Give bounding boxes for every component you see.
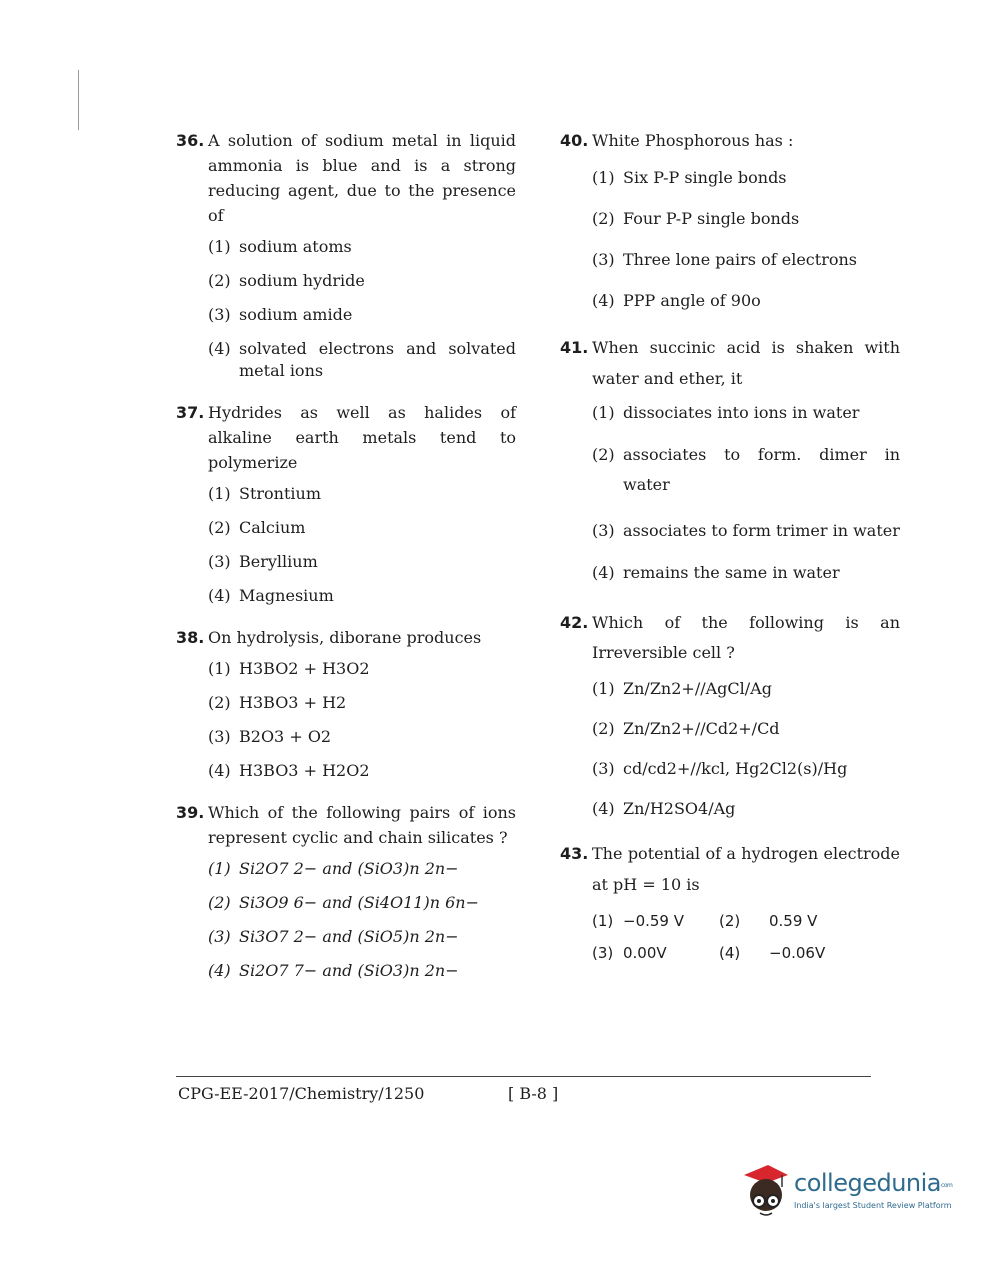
- option-text: sodium amide: [239, 305, 353, 324]
- question-number: 36.: [176, 131, 205, 150]
- options-row: [592, 944, 900, 962]
- option: [208, 960, 516, 982]
- page-number: [ B-8 ]: [508, 1084, 559, 1103]
- option: [208, 551, 516, 573]
- option-text: B2O3 + O2: [239, 727, 332, 746]
- options-list: [592, 402, 900, 584]
- option: [208, 926, 516, 948]
- question-39: [176, 800, 516, 982]
- option-number: (2): [592, 719, 615, 738]
- question-number: 43.: [560, 844, 589, 863]
- option-number: (4): [208, 586, 231, 605]
- option-number: (4): [719, 944, 741, 962]
- option-number: (3): [208, 727, 231, 746]
- option-number: (3): [592, 944, 614, 962]
- option-number: (1): [208, 484, 231, 503]
- option-number: (1): [208, 659, 231, 678]
- option-number: (1): [592, 168, 615, 187]
- option-text: Magnesium: [239, 586, 334, 605]
- option: [592, 249, 900, 271]
- option-number: (1): [208, 237, 231, 256]
- option-number: (4): [208, 961, 231, 980]
- option-number: (1): [592, 912, 614, 930]
- option-text: Three lone pairs of electrons: [623, 250, 857, 269]
- option: [592, 167, 900, 189]
- logo-wordmark: [794, 1170, 952, 1199]
- option-text: −0.59 V: [623, 912, 684, 930]
- option-text: sodium hydride: [239, 271, 365, 290]
- option-number: (3): [592, 759, 615, 778]
- option: [592, 678, 900, 700]
- option-text: Zn/Zn2+//AgCl/Ag: [623, 679, 772, 698]
- question-stem: On hydrolysis, diborane produces: [208, 628, 482, 647]
- option: [592, 290, 900, 312]
- question-number: 40.: [560, 131, 589, 150]
- option-number: (2): [208, 518, 231, 537]
- footer-rule: [176, 1076, 871, 1077]
- collegedunia-logo: [738, 1160, 963, 1220]
- option-text: sodium atoms: [239, 237, 352, 256]
- option: [592, 440, 900, 500]
- option-number: (4): [592, 291, 615, 310]
- option-text: Beryllium: [239, 552, 318, 571]
- question-stem: A solution of sodium metal in liquid ammonia is blue and is a strong reducing agent, due to the presence of: [208, 131, 516, 225]
- right-column: [560, 128, 900, 980]
- question-37: [176, 400, 516, 607]
- option-text: Zn/Zn2+//Cd2+/Cd: [623, 719, 780, 738]
- option-text: Si3O9 6− and (Si4O11)n 6n−: [239, 893, 479, 912]
- option-text: −0.06V: [769, 944, 826, 962]
- scan-edge-mark: [78, 70, 79, 130]
- option-text: Four P-P single bonds: [623, 209, 800, 228]
- question-stem: When succinic acid is shaken with water and ether, it: [592, 338, 900, 388]
- option: [208, 858, 516, 880]
- option: [592, 718, 900, 740]
- paper-code: CPG-EE-2017/Chemistry/1250: [178, 1084, 425, 1103]
- question-43: [560, 838, 900, 962]
- option-text: H3BO2 + H3O2: [239, 659, 370, 678]
- option-text: associates to form. dimer in water: [623, 445, 900, 494]
- options-list: [592, 167, 900, 312]
- option-number: (4): [592, 799, 615, 818]
- option: [208, 760, 516, 782]
- option-number: (4): [208, 761, 231, 780]
- logo-name-text: collegedunia: [794, 1169, 942, 1197]
- left-column: [176, 128, 516, 1000]
- question-36: [176, 128, 516, 382]
- option-text: associates to form trimer in water: [623, 521, 900, 540]
- option-text: Six P-P single bonds: [623, 168, 787, 187]
- option-text: Si3O7 2− and (SiO5)n 2n−: [239, 927, 459, 946]
- option-number: (4): [208, 339, 231, 358]
- option-number: (4): [592, 563, 615, 582]
- option-text: 0.00V: [623, 944, 667, 962]
- option-text: cd/cd2+//kcl, Hg2Cl2(s)/Hg: [623, 759, 848, 778]
- options-row: [592, 912, 900, 930]
- question-stem: The potential of a hydrogen electrode at pH = 10 is: [592, 844, 900, 894]
- option-text: Zn/H2SO4/Ag: [623, 799, 736, 818]
- option-number: (1): [208, 859, 231, 878]
- question-42: [560, 608, 900, 820]
- option-text: H3BO3 + H2: [239, 693, 347, 712]
- option: [208, 304, 516, 326]
- option-number: (2): [208, 693, 231, 712]
- option-number: (3): [592, 250, 615, 269]
- option-number: (3): [208, 305, 231, 324]
- option: [592, 208, 900, 230]
- question-40: [560, 128, 900, 312]
- options-list: [208, 658, 516, 782]
- option-number: (1): [592, 679, 615, 698]
- option-number: (2): [592, 445, 615, 464]
- option-text: 0.59 V: [769, 912, 818, 930]
- option-text: Strontium: [239, 484, 321, 503]
- option-number: (1): [592, 403, 615, 422]
- option-text: H3BO3 + H2O2: [239, 761, 370, 780]
- option-number: (2): [592, 209, 615, 228]
- graduate-mascot-icon: [738, 1161, 790, 1219]
- question-41: [560, 332, 900, 584]
- option-text: remains the same in water: [623, 563, 840, 582]
- option-number: (2): [208, 271, 231, 290]
- question-stem: Which of the following pairs of ions represent cyclic and chain silicates ?: [208, 803, 516, 847]
- option-text: Si2O7 2− and (SiO3)n 2n−: [239, 859, 459, 878]
- option: [208, 236, 516, 258]
- logo-tagline: India's largest Student Review Platform: [794, 1201, 952, 1210]
- option-number: (2): [208, 893, 231, 912]
- options-list: [208, 483, 516, 607]
- option-number: (3): [208, 927, 231, 946]
- option: [592, 562, 900, 584]
- option: [208, 270, 516, 292]
- option: [208, 726, 516, 748]
- question-number: 39.: [176, 803, 205, 822]
- option-text: Si2O7 7− and (SiO3)n 2n−: [239, 961, 459, 980]
- question-stem: Hydrides as well as halides of alkaline earth metals tend to polymerize: [208, 403, 516, 472]
- option: [592, 758, 900, 780]
- options-list: [592, 678, 900, 820]
- option: [208, 692, 516, 714]
- option-number: (2): [719, 912, 741, 930]
- question-stem: Which of the following is an Irreversible cell ?: [592, 613, 900, 662]
- option: [592, 402, 900, 424]
- question-number: 37.: [176, 403, 205, 422]
- option: [208, 338, 516, 382]
- question-number: 42.: [560, 613, 589, 632]
- option-text: Calcium: [239, 518, 306, 537]
- question-number: 38.: [176, 628, 205, 647]
- logo-domain-suffix: com: [941, 1182, 953, 1189]
- option-text: dissociates into ions in water: [623, 403, 860, 422]
- option: [208, 483, 516, 505]
- option-text: solvated electrons and solvated metal ions: [239, 339, 516, 380]
- option-number: (3): [208, 552, 231, 571]
- option: [208, 658, 516, 680]
- option-number: (3): [592, 521, 615, 540]
- option-text: PPP angle of 90o: [623, 291, 761, 310]
- question-stem: White Phosphorous has :: [592, 131, 794, 150]
- option: [592, 516, 900, 546]
- option: [208, 585, 516, 607]
- option: [208, 892, 516, 914]
- options-list: [208, 858, 516, 982]
- option: [592, 798, 900, 820]
- option: [208, 517, 516, 539]
- question-38: [176, 625, 516, 782]
- question-number: 41.: [560, 338, 589, 357]
- options-list: [208, 236, 516, 382]
